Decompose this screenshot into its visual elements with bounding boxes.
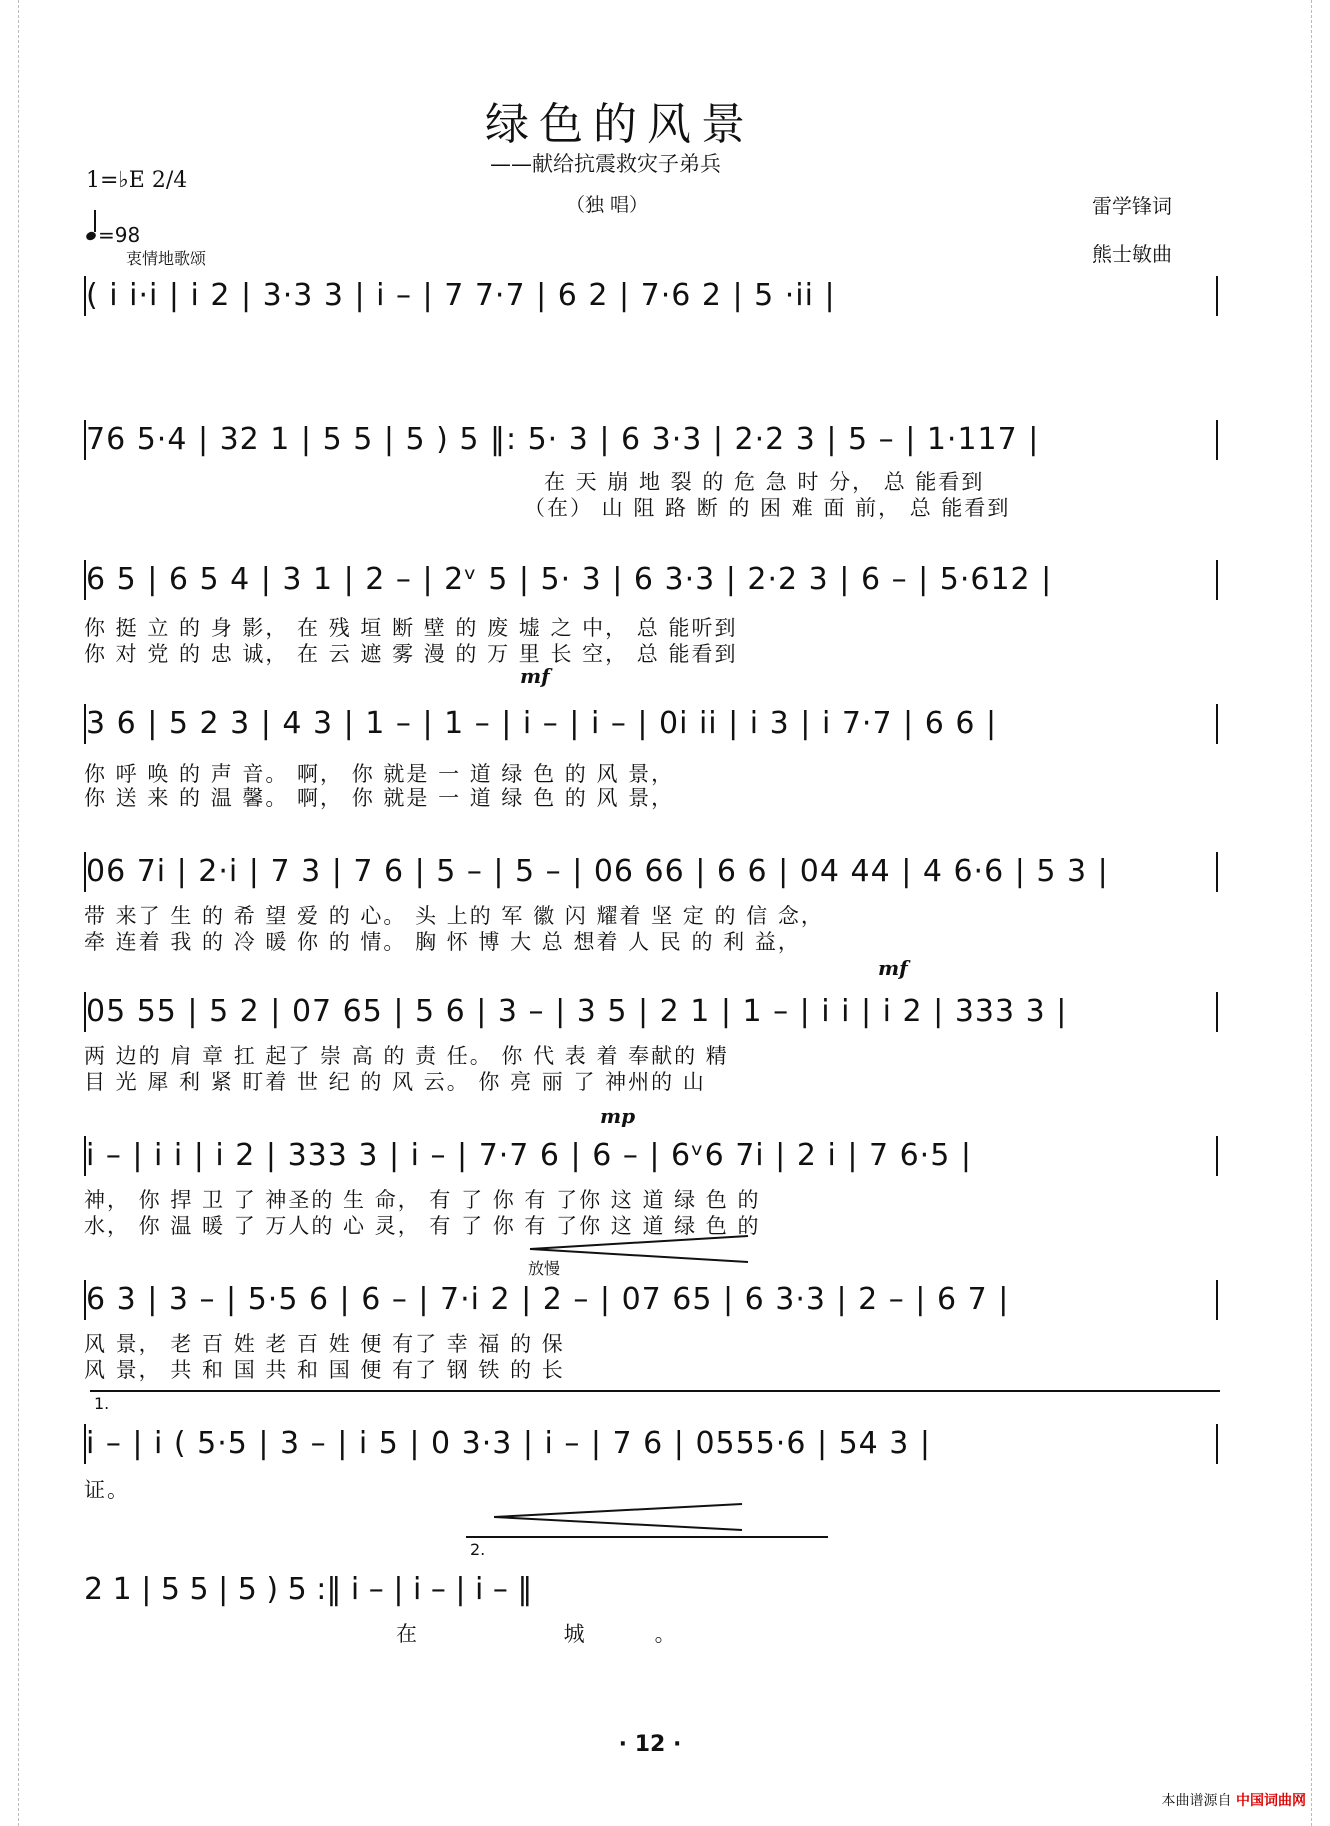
- lyric-line: 风 景， 老 百 姓 老 百 姓 便 有了 幸 福 的 保: [84, 1332, 565, 1356]
- notation-line: i – | i i | i 2 | 333 3 | i – | 7·7 6 | 6 – | 6ᵛ6 7i | 2 i | 7 6·5 |: [86, 1138, 972, 1173]
- source-site-link[interactable]: 中国词曲网: [1236, 1793, 1306, 1809]
- lyric-line: 风 景， 共 和 国 共 和 国 便 有了 钢 铁 的 长: [84, 1358, 565, 1382]
- score-row-3: [84, 560, 1218, 600]
- lyric-line: 两 边的 肩 章 扛 起了 崇 高 的 责 任。 你 代 表 着 奉献的 精: [84, 1044, 729, 1068]
- notation-line: 3 6 | 5 2 3 | 4 3 | 1 – | 1 – | i – | i – | 0i ii | i 3 | i 7·7 | 6 6 |: [86, 706, 998, 741]
- key-signature: 1=♭E: [86, 168, 145, 193]
- score-row-6: [84, 992, 1218, 1032]
- right-margin-strip: [1311, 0, 1330, 1826]
- slow-down-marking: 放慢: [528, 1259, 561, 1278]
- score-row-final: 2 1 | 5 5 | 5 ) 5 :‖ i – | i – | i – ‖: [84, 1572, 533, 1607]
- score-row-2: [84, 420, 1218, 460]
- decrescendo-hairpin: [494, 1502, 744, 1532]
- expression-marking: 衷情地歌颂: [126, 249, 207, 268]
- lyric-line: 你 对 党 的 忠 诚， 在 云 遮 雾 漫 的 万 里 长 空， 总 能看到: [84, 642, 738, 666]
- score-row-9: [84, 1424, 1218, 1464]
- left-margin-strip: [0, 0, 19, 1826]
- lyricist: 雷学锋词: [1092, 194, 1172, 218]
- score-row-4: [84, 704, 1218, 744]
- lyric-line: 证。: [84, 1478, 130, 1502]
- lyric-line: 在 城。: [396, 1622, 746, 1646]
- score-row-8: [84, 1280, 1218, 1320]
- key-and-time: [86, 168, 187, 193]
- tempo-marking: [86, 220, 140, 247]
- dynamic-mf: mf: [520, 664, 550, 688]
- notation-line: 06 7i | 2·i | 7 3 | 7 6 | 5 – | 5 – | 06 66 | 6 6 | 04 44 | 4 6·6 | 5 3 |: [86, 854, 1109, 889]
- lyric-line: 神， 你 捍 卫 了 神圣的 生 命， 有 了 你 有 了你 这 道 绿 色 的: [84, 1188, 761, 1212]
- lyric-line: 目 光 犀 利 紧 盯着 世 纪 的 风 云。 你 亮 丽 了 神州的 山: [84, 1070, 706, 1094]
- decrescendo-hairpin: [530, 1234, 750, 1264]
- lyric-line: 牵 连着 我 的 冷 暖 你 的 情。 胸 怀 博 大 总 想着 人 民 的 利 益，: [84, 930, 801, 954]
- composer: 熊士敏曲: [1092, 242, 1172, 266]
- notation-line: 76 5·4 | 32 1 | 5 5 | 5 ) 5 ‖: 5· 3 | 6 3·3 | 2·2 3 | 5 – | 1·117 |: [86, 422, 1040, 457]
- notation-line: i – | i ( 5·5 | 3 – | i 5 | 0 3·3 | i – | 7 6 | 0555·6 | 54 3 |: [86, 1426, 932, 1461]
- lyric-line: 你 挺 立 的 身 影， 在 残 垣 断 壁 的 废 墟 之 中， 总 能听到: [84, 616, 738, 640]
- score-row-7: [84, 1136, 1218, 1176]
- dynamic-mp: mp: [600, 1104, 636, 1128]
- source-label: 本曲谱源自: [1161, 1793, 1232, 1809]
- song-title: 绿色的风景: [485, 99, 755, 150]
- notation-line: 05 55 | 5 2 | 07 65 | 5 6 | 3 – | 3 5 | 2 1 | 1 – | i i | i 2 | 333 3 |: [86, 994, 1068, 1029]
- score-row-5: [84, 852, 1218, 892]
- notation-line: 6 5 | 6 5 4 | 3 1 | 2 – | 2ᵛ 5 | 5· 3 | 6 3·3 | 2·2 3 | 6 – | 5·612 |: [86, 562, 1053, 597]
- performance-style: （独 唱）: [566, 194, 649, 216]
- tempo-value: =98: [98, 223, 141, 247]
- notation-line: 6 3 | 3 – | 5·5 6 | 6 – | 7·i 2 | 2 – | 07 65 | 6 3·3 | 2 – | 6 7 |: [86, 1282, 1010, 1317]
- lyric-line: 水， 你 温 暖 了 万人的 心 灵， 有 了 你 有 了你 这 道 绿 色 的: [84, 1214, 761, 1238]
- lyric-line: （在） 山 阻 路 断 的 困 难 面 前， 总 能看到: [524, 496, 1011, 520]
- time-signature: 2/4: [151, 168, 188, 193]
- lyric-line: 在 天 崩 地 裂 的 危 急 时 分， 总 能看到: [544, 470, 985, 494]
- dynamic-mf: mf: [878, 956, 908, 980]
- score-row-1: [84, 276, 1218, 316]
- notation-line: ( i i·i | i 2 | 3·3 3 | i – | 7 7·7 | 6 2 | 7·6 2 | 5 ·ii |: [86, 278, 836, 313]
- song-subtitle: ——献给抗震救灾子弟兵: [490, 152, 721, 176]
- lyric-line: 你 呼 唤 的 声 音。 啊， 你 就是 一 道 绿 色 的 风 景，: [84, 762, 675, 786]
- source-credit: [1162, 1790, 1306, 1810]
- lyric-line: 带 来了 生 的 希 望 爱 的 心。 头 上的 军 徽 闪 耀着 坚 定 的 信 念，: [84, 904, 824, 928]
- volta-label-1: 1.: [94, 1394, 110, 1413]
- volta-bracket-1: [90, 1390, 1220, 1392]
- page-number: · 12 ·: [618, 1732, 682, 1757]
- lyric-line: 你 送 来 的 温 馨。 啊， 你 就是 一 道 绿 色 的 风 景，: [84, 786, 675, 810]
- volta-bracket-2: [466, 1536, 828, 1538]
- volta-label-2: 2.: [470, 1540, 486, 1559]
